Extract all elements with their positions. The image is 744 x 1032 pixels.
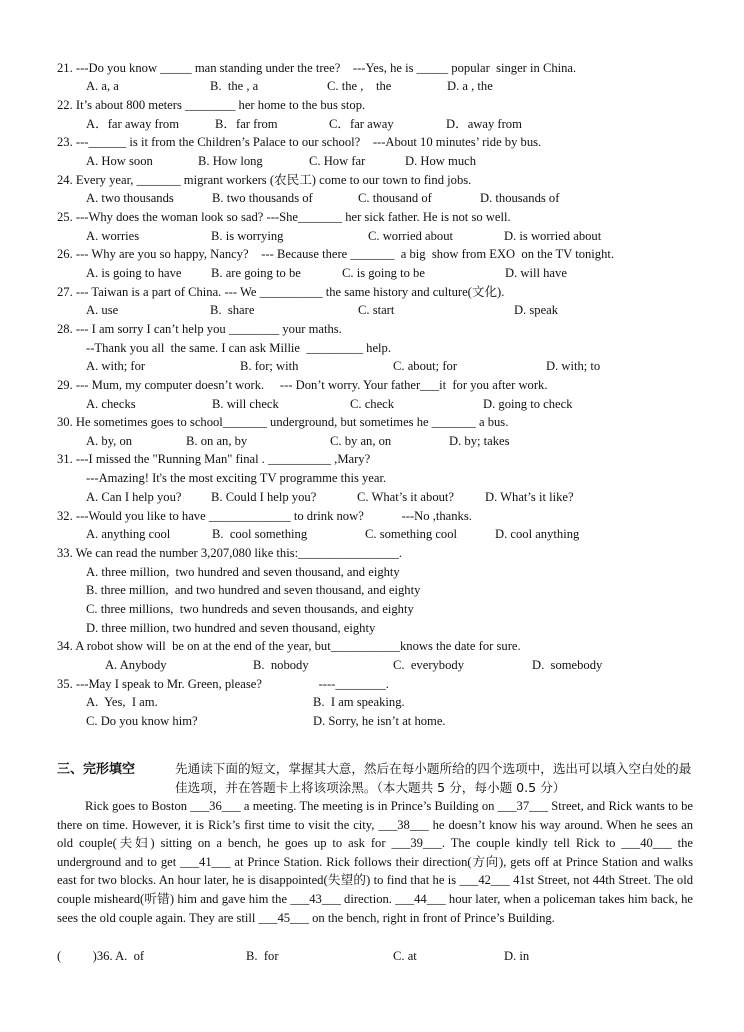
q27-option-a: A. use <box>86 303 119 317</box>
q30-option-b: B. on an, by <box>186 434 248 448</box>
q31-option-b: B. Could I help you? <box>211 490 317 504</box>
q29-option-d: D. going to check <box>483 397 573 411</box>
question-35-stem: 35. ---May I speak to Mr. Green, please? ----________. <box>57 677 389 691</box>
q21-option-b: B. the , a <box>210 79 259 93</box>
q26-option-c: C. is going to be <box>342 266 425 280</box>
q32-option-c: C. something cool <box>365 527 457 541</box>
q22-option-d: D．away from <box>446 117 522 131</box>
q33-option-d: D. three million, two hundred and seven thousand, eighty <box>86 621 376 635</box>
q30-option-d: D. by; takes <box>449 434 510 448</box>
q25-option-c: C. worried about <box>368 229 453 243</box>
q34-option-b: B. nobody <box>253 658 309 672</box>
question-26-stem: 26. --- Why are you so happy, Nancy? --- Because there _______ a big show from EXO on the TV tonight. <box>57 247 615 261</box>
q27-option-d: D. speak <box>514 303 559 317</box>
q28-option-a: A. with; for <box>86 359 146 373</box>
question-31-response: ---Amazing! It's the most exciting TV programme this year. <box>86 471 387 485</box>
question-33-stem: 33. We can read the number 3,207,080 like this:________________. <box>57 546 403 560</box>
q21-option-c: C. the , the <box>327 79 392 93</box>
q25-option-b: B. is worrying <box>211 229 284 243</box>
q33-option-b: B. three million, and two hundred and seven thousand, and eighty <box>86 583 421 597</box>
q28-option-c: C. about; for <box>393 359 458 373</box>
q24-option-a: A. two thousands <box>86 191 174 205</box>
question-28-response: --Thank you all the same. I can ask Millie _________ help. <box>86 341 391 355</box>
q31-option-a: A. Can I help you? <box>86 490 182 504</box>
q28-option-d: D. with; to <box>546 359 601 373</box>
q30-option-a: A. by, on <box>86 434 133 448</box>
q27-option-c: C. start <box>358 303 395 317</box>
q25-option-a: A. worries <box>86 229 140 243</box>
q24-option-c: C. thousand of <box>358 191 432 205</box>
q27-option-b: B. share <box>210 303 255 317</box>
q34-option-d: D. somebody <box>532 658 603 672</box>
q23-option-a: A. How soon <box>86 154 153 168</box>
q23-option-d: D. How much <box>405 154 477 168</box>
question-34-stem: 34. A robot show will be on at the end of the year, but___________knows the date for sure. <box>57 639 521 653</box>
q24-option-b: B. two thousands of <box>212 191 313 205</box>
question-27-stem: 27. --- Taiwan is a part of China. --- We __________ the same history and culture(文化). <box>57 285 505 299</box>
cloze-passage: Rick goes to Boston ___36___ a meeting. The meeting is in Prince’s Building on ___37___ Street, and Rick wants to be there on time. However, it is Rick’s first time to visit the city, ___38___ he doesn’t know his way around. When he sees an old couple(夫妇) sitting on a bench, he goes up to ask for ___39___. The couple kindly tell Rick to ___40___ the underground and to get ___41___ at Prince Station. Rick follows their direction(方向), gets off at Prince Station and walks east for two blocks. An hour later, he is disappointed(失望的) to find that he is ___42___ 41st Street, not 44th Street. The old couple misheard(听错) him and gave him the ___43___ direction. ___44___ hour later, when a policeman takes him back, he sees the old couple again. They are still ___45___ on the bench, right in front of Prince’s Building. <box>57 799 693 925</box>
q21-option-d: D. a , the <box>447 79 493 93</box>
q36-option-a: ( )36. A. of <box>57 949 145 963</box>
q33-option-c: C. three millions, two hundreds and seven thousands, and eighty <box>86 602 414 616</box>
q31-option-c: C. What’s it about? <box>357 490 455 504</box>
q26-option-b: B. are going to be <box>211 266 301 280</box>
q25-option-d: D. is worried about <box>504 229 602 243</box>
q36-option-b: B. for <box>246 949 279 963</box>
q24-option-d: D. thousands of <box>480 191 560 205</box>
q22-option-a: A．far away from <box>86 117 180 131</box>
section-heading <box>57 759 135 779</box>
q34-option-c: C. everybody <box>393 658 464 672</box>
q32-option-b: B. cool something <box>212 527 308 541</box>
q23-option-c: C. How far <box>309 154 366 168</box>
q32-option-a: A. anything cool <box>86 527 171 541</box>
q29-option-b: B. will check <box>212 397 279 411</box>
question-31-stem: 31. ---I missed the "Running Man" final . __________ ,Mary? <box>57 452 371 466</box>
q33-option-a: A. three million, two hundred and seven thousand, and eighty <box>86 565 400 579</box>
q30-option-c: C. by an, on <box>330 434 392 448</box>
q35-option-b: B. I am speaking. <box>313 695 405 709</box>
question-21-stem: 21. ---Do you know _____ man standing under the tree? ---Yes, he is _____ popular singer in China. <box>57 61 577 75</box>
question-24-stem: 24. Every year, _______ migrant workers (农民工) come to our town to find jobs. <box>57 173 472 187</box>
q26-option-a: A. is going to have <box>86 266 182 280</box>
q35-option-a: A. Yes, I am. <box>86 695 158 709</box>
q31-option-d: D. What’s it like? <box>485 490 574 504</box>
question-30-stem: 30. He sometimes goes to school_______ underground, but sometimes he _______ a bus. <box>57 415 509 429</box>
question-25-stem: 25. ---Why does the woman look so sad? ---She_______ her sick father. He is not so well. <box>57 210 511 224</box>
q35-option-d: D. Sorry, he isn’t at home. <box>313 714 446 728</box>
section-instructions: 先通读下面的短文，掌握其大意，然后在每小题所给的四个选项中，选出可以填入空白处的最佳选项，并在答题卡上将该项涂黑。（本大题共 5 分，每小题 0.5 分） <box>175 761 692 795</box>
q28-option-b: B. for; with <box>240 359 299 373</box>
section-title: 三、完形填空 <box>57 762 136 777</box>
question-23-stem: 23. ---______ is it from the Children’s Palace to our school? ---About 10 minutes’ ride by bus. <box>57 135 542 149</box>
q29-option-c: C. check <box>350 397 395 411</box>
question-29-stem: 29. --- Mum, my computer doesn’t work. --- Don’t worry. Your father___it for you after work. <box>57 378 548 392</box>
q21-option-a: A. a, a <box>86 79 119 93</box>
q36-option-c: C. at <box>393 949 417 963</box>
q22-option-b: B．far from <box>215 117 278 131</box>
q23-option-b: B. How long <box>198 154 263 168</box>
q34-option-a: A. Anybody <box>105 658 167 672</box>
q32-option-d: D. cool anything <box>495 527 580 541</box>
q26-option-d: D. will have <box>505 266 567 280</box>
question-22-stem: 22. It’s about 800 meters ________ her home to the bus stop. <box>57 98 366 112</box>
q29-option-a: A. checks <box>86 397 136 411</box>
question-32-stem: 32. ---Would you like to have _____________ to drink now? ---No ,thanks. <box>57 509 472 523</box>
q22-option-c: C．far away <box>329 117 394 131</box>
q35-option-c: C. Do you know him? <box>86 714 198 728</box>
q36-option-d: D. in <box>504 949 530 963</box>
question-28-stem: 28. --- I am sorry I can’t help you ________ your maths. <box>57 322 342 336</box>
